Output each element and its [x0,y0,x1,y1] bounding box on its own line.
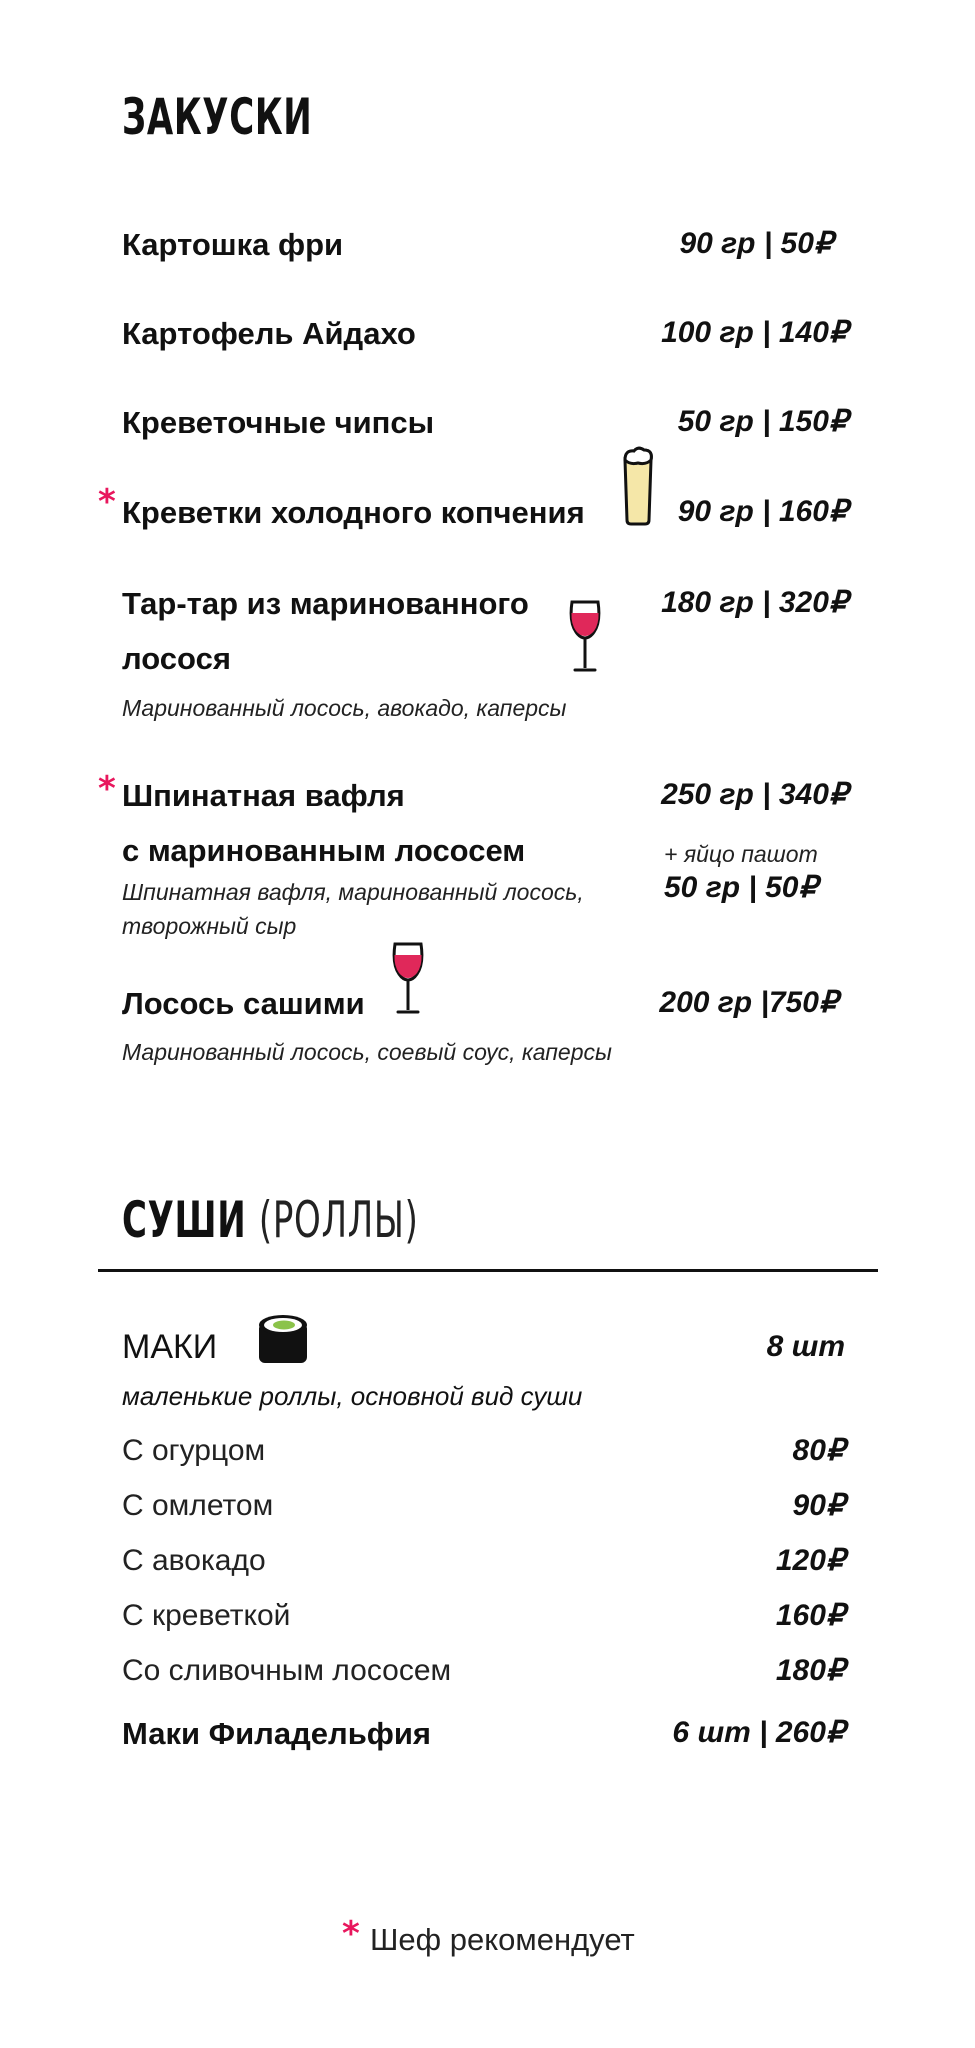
section-title-sushi [122,1191,419,1249]
menu-item-price: 100 гр | 140₽ [661,316,848,349]
menu-item-name: Креветочные чипсы [122,405,435,440]
wine-glass-icon [568,598,602,674]
chef-recommends-note: Шеф рекомендует [370,1922,635,1957]
menu-item-description: Маринованный лосось, соевый соус, каперсы [122,1039,612,1065]
maki-item-price: 180₽ [775,1654,845,1687]
maki-count: 8 шт [766,1330,845,1363]
menu-item-name: Креветки холодного копчения [122,495,585,530]
maki-item-name: С омлетом [122,1489,274,1522]
wine-glass-icon [391,940,425,1016]
maki-item-name: С авокадо [122,1544,266,1577]
menu-item-name: с маринованным лососем [122,833,526,868]
menu-item-name: Маки Филадельфия [122,1716,432,1751]
maki-description: маленькие роллы, основной вид суши [122,1381,583,1411]
menu-item-price: 50 гр | 150₽ [677,405,848,438]
beer-glass-icon [620,446,656,528]
menu-item-name: Картофель Айдахо [122,316,416,351]
menu-item-name: лосося [122,641,231,676]
maki-item-name: С огурцом [122,1434,266,1467]
maki-item-price: 90₽ [792,1489,845,1522]
maki-item-name: С креветкой [122,1599,291,1632]
section-title-sushi-sub: (РОЛЛЫ) [258,1191,419,1249]
maki-item-price: 120₽ [775,1544,845,1577]
menu-item-name: Шпинатная вафля [122,778,405,813]
section-title-sushi-main: СУШИ [122,1191,247,1249]
menu-item-name: Тар-тар из маринованного [122,586,529,621]
menu-item-name: Картошка фри [122,227,344,262]
addon-label: + яйцо пашот [664,841,818,867]
menu-item-description: Маринованный лосось, авокадо, каперсы [122,695,567,721]
menu-item-price: 90 гр | 50₽ [679,227,833,260]
menu-item-price: 250 гр | 340₽ [661,778,848,811]
menu-item-price: 180 гр | 320₽ [661,586,848,619]
menu-item-description: творожный сыр [122,913,297,939]
maki-item-price: 160₽ [775,1599,845,1632]
maki-item-name: Со сливочным лососем [122,1654,452,1687]
menu-item-price: 6 шт | 260₽ [672,1716,845,1749]
maki-roll-icon [256,1311,310,1367]
section-title-zakuski: ЗАКУСКИ [122,88,313,146]
section-divider [98,1269,878,1272]
chef-recommends-star: * [98,482,116,522]
menu-item-price: 200 гр |750₽ [659,986,838,1019]
menu-item-name: Лосось сашими [122,986,365,1021]
maki-item-price: 80₽ [792,1434,845,1467]
chef-recommends-star: * [342,1914,360,1954]
chef-recommends-star: * [98,769,116,809]
menu-item-description: Шпинатная вафля, маринованный лосось, [122,879,584,905]
menu-item-price: 90 гр | 160₽ [677,495,848,528]
maki-title: МАКИ [122,1328,218,1366]
addon-price: 50 гр | 50₽ [664,871,818,904]
